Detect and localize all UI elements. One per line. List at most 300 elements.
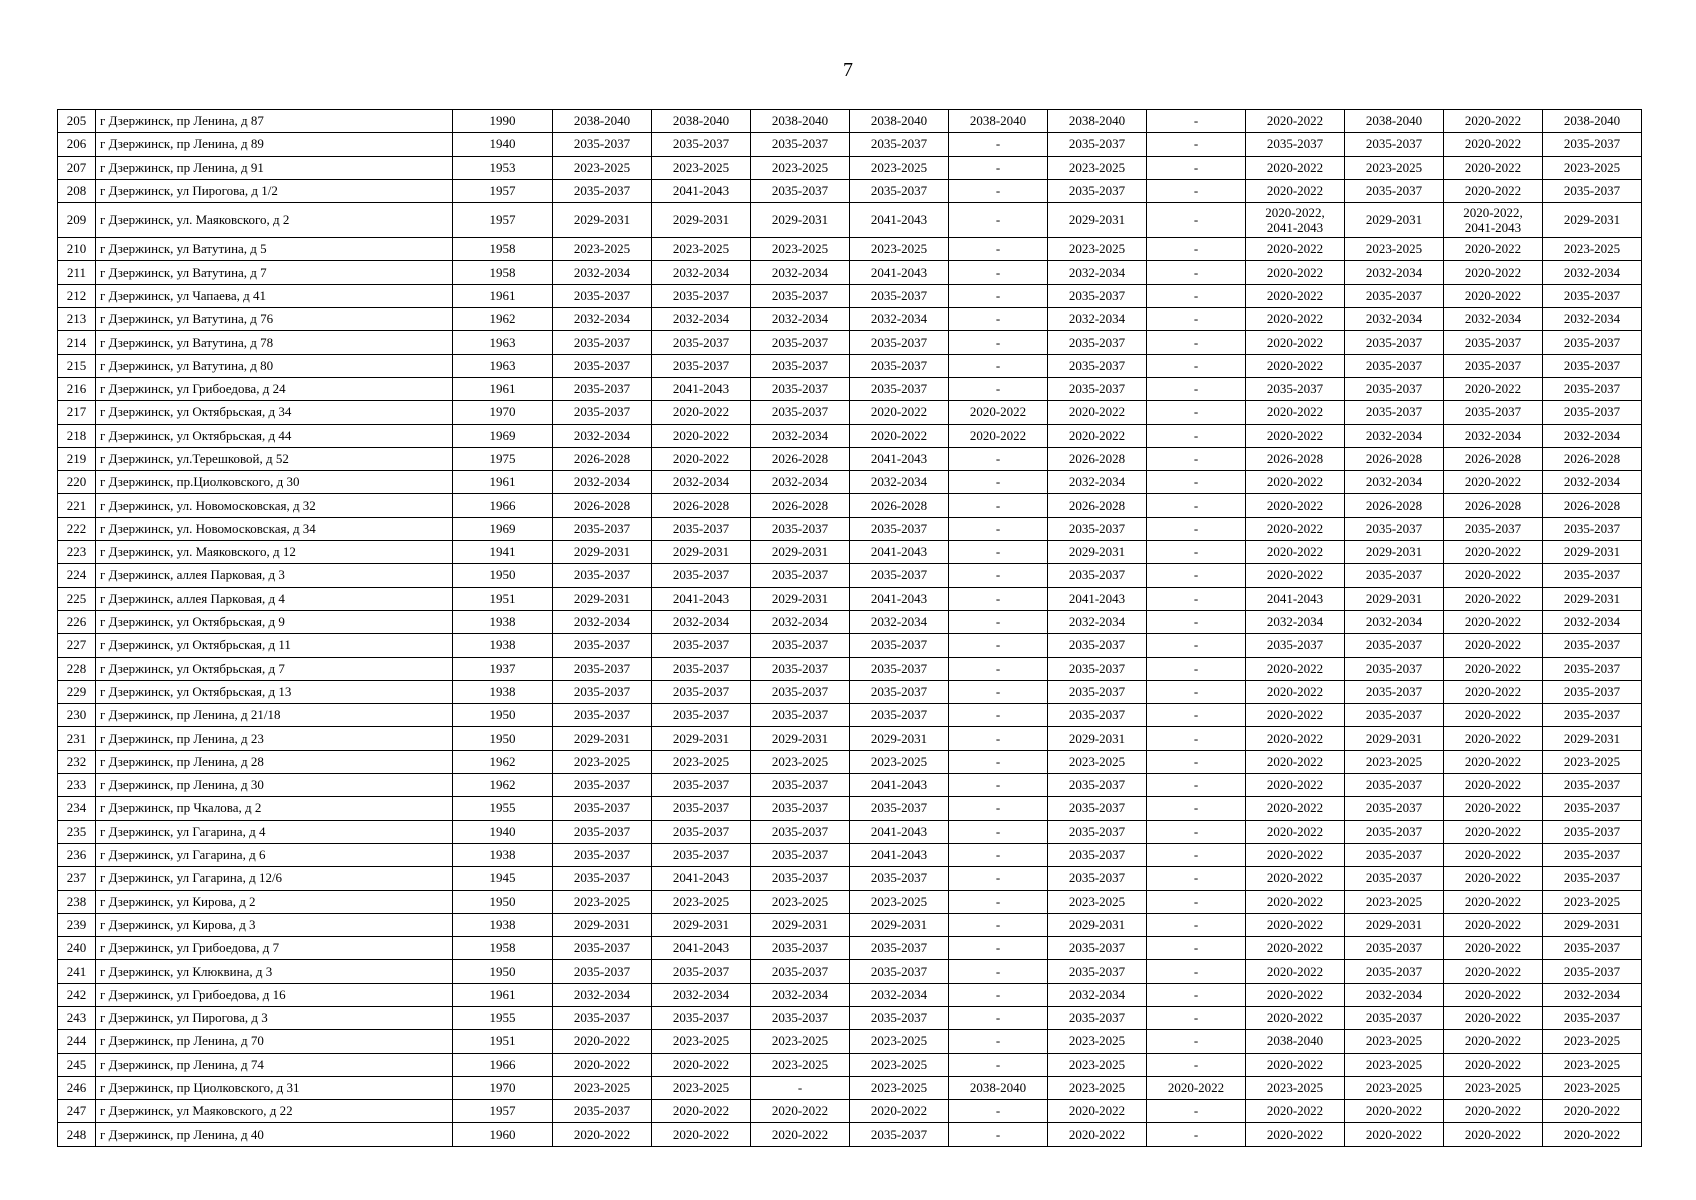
period-cell: - bbox=[1147, 261, 1246, 284]
period-cell: 2020-2022 bbox=[1246, 680, 1345, 703]
period-cell: 2020-2022 bbox=[1444, 587, 1543, 610]
row-number-cell: 213 bbox=[58, 308, 96, 331]
table-row bbox=[58, 634, 1642, 657]
period-cell: 2035-2037 bbox=[553, 284, 652, 307]
period-cell: 2038-2040 bbox=[652, 110, 751, 133]
period-cell: - bbox=[1147, 203, 1246, 238]
period-cell: 2023-2025 bbox=[850, 1053, 949, 1076]
period-cell: - bbox=[1147, 1006, 1246, 1029]
period-cell: 2023-2025 bbox=[751, 890, 850, 913]
period-cell: - bbox=[1147, 843, 1246, 866]
period-cell: 2035-2037 bbox=[553, 680, 652, 703]
period-cell: 2020-2022 bbox=[1444, 843, 1543, 866]
period-cell: 2035-2037 bbox=[1048, 331, 1147, 354]
period-cell: - bbox=[1147, 937, 1246, 960]
period-cell: - bbox=[949, 587, 1048, 610]
period-cell: 2020-2022 bbox=[1246, 727, 1345, 750]
period-cell: - bbox=[949, 750, 1048, 773]
period-cell: 2038-2040 bbox=[949, 1076, 1048, 1099]
table-row bbox=[58, 1100, 1642, 1123]
period-cell: 2041-2043 bbox=[850, 447, 949, 470]
period-cell: 2035-2037 bbox=[553, 179, 652, 202]
period-cell: - bbox=[1147, 587, 1246, 610]
period-cell: 2023-2025 bbox=[652, 156, 751, 179]
year-cell: 1975 bbox=[453, 447, 553, 470]
period-cell: 2035-2037 bbox=[1048, 704, 1147, 727]
address-cell: г Дзержинск, пр Ленина, д 28 bbox=[96, 750, 453, 773]
year-cell: 1990 bbox=[453, 110, 553, 133]
period-cell: 2032-2034 bbox=[553, 983, 652, 1006]
period-cell: 2032-2034 bbox=[1543, 261, 1642, 284]
year-cell: 1958 bbox=[453, 261, 553, 284]
table-row bbox=[58, 110, 1642, 133]
period-cell: 2020-2022 bbox=[1444, 610, 1543, 633]
period-cell: 2020-2022 bbox=[1246, 704, 1345, 727]
period-cell: 2020-2022 bbox=[1543, 1123, 1642, 1146]
period-cell: 2035-2037 bbox=[850, 704, 949, 727]
period-cell: 2035-2037 bbox=[1543, 843, 1642, 866]
address-cell: г Дзержинск, пр Чкалова, д 2 bbox=[96, 797, 453, 820]
period-cell: - bbox=[949, 238, 1048, 261]
address-cell: г Дзержинск, ул Клюквина, д 3 bbox=[96, 960, 453, 983]
period-cell: - bbox=[949, 308, 1048, 331]
period-cell: 2035-2037 bbox=[1246, 377, 1345, 400]
period-cell: 2035-2037 bbox=[652, 774, 751, 797]
period-cell: - bbox=[1147, 179, 1246, 202]
period-cell: 2023-2025 bbox=[1345, 750, 1444, 773]
period-cell: 2029-2031 bbox=[1048, 727, 1147, 750]
address-cell: г Дзержинск, пр Ленина, д 70 bbox=[96, 1030, 453, 1053]
address-cell: г Дзержинск, пр.Циолковского, д 30 bbox=[96, 471, 453, 494]
period-cell: 2032-2034 bbox=[652, 308, 751, 331]
period-cell: 2032-2034 bbox=[1048, 471, 1147, 494]
address-cell: г Дзержинск, ул Гагарина, д 12/6 bbox=[96, 867, 453, 890]
period-cell: 2023-2025 bbox=[1048, 750, 1147, 773]
period-cell: 2029-2031 bbox=[1345, 727, 1444, 750]
period-cell: 2035-2037 bbox=[1345, 564, 1444, 587]
period-cell: 2026-2028 bbox=[1444, 447, 1543, 470]
row-number-cell: 223 bbox=[58, 541, 96, 564]
year-cell: 1938 bbox=[453, 843, 553, 866]
period-cell: 2029-2031 bbox=[1543, 913, 1642, 936]
row-number-cell: 233 bbox=[58, 774, 96, 797]
address-cell: г Дзержинск, ул Грибоедова, д 16 bbox=[96, 983, 453, 1006]
table-row bbox=[58, 704, 1642, 727]
period-cell: 2035-2037 bbox=[652, 797, 751, 820]
period-cell: 2035-2037 bbox=[1048, 1006, 1147, 1029]
period-cell: 2029-2031 bbox=[1543, 727, 1642, 750]
table-row bbox=[58, 541, 1642, 564]
period-cell: 2035-2037 bbox=[850, 937, 949, 960]
period-cell: 2029-2031 bbox=[850, 727, 949, 750]
period-cell: - bbox=[1147, 1030, 1246, 1053]
period-cell: 2023-2025 bbox=[652, 1076, 751, 1099]
table-row bbox=[58, 983, 1642, 1006]
period-cell: 2035-2037 bbox=[652, 820, 751, 843]
period-cell: 2032-2034 bbox=[1246, 610, 1345, 633]
period-cell: 2029-2031 bbox=[652, 727, 751, 750]
period-cell: 2020-2022 bbox=[1246, 960, 1345, 983]
table-row bbox=[58, 843, 1642, 866]
period-cell: 2032-2034 bbox=[652, 471, 751, 494]
period-cell: 2029-2031 bbox=[553, 913, 652, 936]
period-cell: 2020-2022 bbox=[1246, 517, 1345, 540]
period-cell: - bbox=[949, 843, 1048, 866]
row-number-cell: 206 bbox=[58, 133, 96, 156]
period-cell: 2032-2034 bbox=[1543, 308, 1642, 331]
period-cell: 2038-2040 bbox=[1345, 110, 1444, 133]
year-cell: 1955 bbox=[453, 797, 553, 820]
period-cell: 2035-2037 bbox=[850, 960, 949, 983]
period-cell: 2035-2037 bbox=[1543, 797, 1642, 820]
period-cell: 2023-2025 bbox=[1543, 1076, 1642, 1099]
year-cell: 1966 bbox=[453, 494, 553, 517]
period-cell: 2041-2043 bbox=[652, 937, 751, 960]
period-cell: 2032-2034 bbox=[1444, 308, 1543, 331]
period-cell: 2023-2025 bbox=[1345, 1053, 1444, 1076]
year-cell: 1957 bbox=[453, 1100, 553, 1123]
address-cell: г Дзержинск, пр Ленина, д 23 bbox=[96, 727, 453, 750]
period-cell: 2020-2022 bbox=[1246, 156, 1345, 179]
address-cell: г Дзержинск, ул Кирова, д 3 bbox=[96, 913, 453, 936]
table-row bbox=[58, 1053, 1642, 1076]
period-cell: 2020-2022 bbox=[1048, 424, 1147, 447]
period-cell: - bbox=[949, 517, 1048, 540]
table-row bbox=[58, 447, 1642, 470]
table-row bbox=[58, 727, 1642, 750]
period-cell: 2035-2037 bbox=[1543, 354, 1642, 377]
period-cell: 2020-2022 bbox=[1444, 867, 1543, 890]
period-cell: - bbox=[949, 1100, 1048, 1123]
address-cell: г Дзержинск, аллея Парковая, д 4 bbox=[96, 587, 453, 610]
period-cell: 2041-2043 bbox=[850, 843, 949, 866]
period-cell: 2020-2022 bbox=[1345, 1100, 1444, 1123]
period-cell: 2035-2037 bbox=[751, 774, 850, 797]
period-cell: 2020-2022 bbox=[1444, 797, 1543, 820]
period-cell: 2029-2031 bbox=[751, 913, 850, 936]
period-cell: 2023-2025 bbox=[652, 238, 751, 261]
period-cell: 2035-2037 bbox=[652, 960, 751, 983]
period-cell: 2035-2037 bbox=[553, 797, 652, 820]
period-cell: 2035-2037 bbox=[1345, 179, 1444, 202]
period-cell: 2035-2037 bbox=[652, 354, 751, 377]
period-cell: 2041-2043 bbox=[850, 820, 949, 843]
row-number-cell: 239 bbox=[58, 913, 96, 936]
year-cell: 1957 bbox=[453, 179, 553, 202]
period-cell: 2035-2037 bbox=[850, 657, 949, 680]
period-cell: 2035-2037 bbox=[553, 843, 652, 866]
row-number-cell: 244 bbox=[58, 1030, 96, 1053]
period-cell: 2038-2040 bbox=[1543, 110, 1642, 133]
year-cell: 1941 bbox=[453, 541, 553, 564]
period-cell: 2020-2022 bbox=[553, 1123, 652, 1146]
year-cell: 1938 bbox=[453, 680, 553, 703]
period-cell: 2035-2037 bbox=[1345, 634, 1444, 657]
period-cell: 2032-2034 bbox=[751, 983, 850, 1006]
row-number-cell: 208 bbox=[58, 179, 96, 202]
row-number-cell: 214 bbox=[58, 331, 96, 354]
period-cell: - bbox=[1147, 377, 1246, 400]
row-number-cell: 229 bbox=[58, 680, 96, 703]
period-cell: 2023-2025 bbox=[1543, 1030, 1642, 1053]
period-cell: - bbox=[949, 704, 1048, 727]
period-cell: 2020-2022 bbox=[1444, 541, 1543, 564]
period-cell: 2020-2022 bbox=[1048, 401, 1147, 424]
period-cell: 2026-2028 bbox=[850, 494, 949, 517]
period-cell: 2035-2037 bbox=[553, 354, 652, 377]
row-number-cell: 227 bbox=[58, 634, 96, 657]
period-cell: 2035-2037 bbox=[1543, 657, 1642, 680]
period-cell: 2035-2037 bbox=[652, 657, 751, 680]
period-cell: - bbox=[1147, 447, 1246, 470]
period-cell: - bbox=[949, 890, 1048, 913]
period-cell: 2041-2043 bbox=[1048, 587, 1147, 610]
period-cell: 2020-2022 bbox=[553, 1030, 652, 1053]
period-cell: 2035-2037 bbox=[850, 284, 949, 307]
period-cell: 2035-2037 bbox=[1048, 354, 1147, 377]
period-cell: 2035-2037 bbox=[850, 517, 949, 540]
table-row bbox=[58, 1006, 1642, 1029]
table-row bbox=[58, 133, 1642, 156]
row-number-cell: 207 bbox=[58, 156, 96, 179]
period-cell: 2035-2037 bbox=[1345, 820, 1444, 843]
period-cell: 2035-2037 bbox=[553, 331, 652, 354]
period-cell: 2035-2037 bbox=[850, 179, 949, 202]
period-cell: 2020-2022 bbox=[1246, 750, 1345, 773]
period-cell: 2038-2040 bbox=[553, 110, 652, 133]
row-number-cell: 222 bbox=[58, 517, 96, 540]
period-cell: 2020-2022 bbox=[1246, 797, 1345, 820]
period-cell: - bbox=[1147, 890, 1246, 913]
period-cell: 2035-2037 bbox=[652, 284, 751, 307]
period-cell: 2035-2037 bbox=[1345, 331, 1444, 354]
period-cell: 2032-2034 bbox=[1345, 308, 1444, 331]
period-cell: 2032-2034 bbox=[1345, 471, 1444, 494]
period-cell: 2020-2022 bbox=[1444, 820, 1543, 843]
period-cell: 2035-2037 bbox=[1345, 774, 1444, 797]
period-cell: 2026-2028 bbox=[1543, 494, 1642, 517]
row-number-cell: 237 bbox=[58, 867, 96, 890]
period-cell: 2035-2037 bbox=[1345, 401, 1444, 424]
period-cell: 2023-2025 bbox=[1048, 890, 1147, 913]
period-cell: 2029-2031 bbox=[1345, 587, 1444, 610]
address-cell: г Дзержинск, ул Грибоедова, д 24 bbox=[96, 377, 453, 400]
period-cell: 2029-2031 bbox=[652, 541, 751, 564]
period-cell: 2020-2022 bbox=[652, 447, 751, 470]
table-row bbox=[58, 820, 1642, 843]
period-cell: 2035-2037 bbox=[1048, 797, 1147, 820]
period-cell: 2035-2037 bbox=[1444, 331, 1543, 354]
year-cell: 1969 bbox=[453, 517, 553, 540]
year-cell: 1961 bbox=[453, 377, 553, 400]
period-cell: 2035-2037 bbox=[553, 960, 652, 983]
period-cell: - bbox=[1147, 1123, 1246, 1146]
period-cell: - bbox=[1147, 110, 1246, 133]
year-cell: 1961 bbox=[453, 284, 553, 307]
period-cell: 2032-2034 bbox=[751, 471, 850, 494]
row-number-cell: 248 bbox=[58, 1123, 96, 1146]
period-cell: 2035-2037 bbox=[1543, 960, 1642, 983]
table-row bbox=[58, 1123, 1642, 1146]
table-row bbox=[58, 261, 1642, 284]
period-cell: 2020-2022 bbox=[1444, 261, 1543, 284]
table-row bbox=[58, 1030, 1642, 1053]
row-number-cell: 245 bbox=[58, 1053, 96, 1076]
period-cell: 2041-2043 bbox=[850, 203, 949, 238]
address-cell: г Дзержинск, пр Ленина, д 40 bbox=[96, 1123, 453, 1146]
period-cell: 2020-2022 bbox=[1444, 1123, 1543, 1146]
period-cell: 2023-2025 bbox=[751, 750, 850, 773]
period-cell: 2035-2037 bbox=[1543, 937, 1642, 960]
period-cell: 2026-2028 bbox=[652, 494, 751, 517]
period-cell: 2032-2034 bbox=[751, 261, 850, 284]
period-cell: 2020-2022 bbox=[949, 424, 1048, 447]
period-cell: 2035-2037 bbox=[1444, 354, 1543, 377]
table-row bbox=[58, 517, 1642, 540]
period-cell: - bbox=[949, 331, 1048, 354]
period-cell: 2029-2031 bbox=[1345, 913, 1444, 936]
period-cell: 2035-2037 bbox=[751, 179, 850, 202]
address-cell: г Дзержинск, ул Гагарина, д 6 bbox=[96, 843, 453, 866]
period-cell: 2020-2022 bbox=[1048, 1100, 1147, 1123]
period-cell: 2020-2022 bbox=[1246, 261, 1345, 284]
period-cell: 2023-2025 bbox=[1345, 238, 1444, 261]
row-number-cell: 230 bbox=[58, 704, 96, 727]
row-number-cell: 247 bbox=[58, 1100, 96, 1123]
period-cell: 2035-2037 bbox=[1345, 937, 1444, 960]
year-cell: 1937 bbox=[453, 657, 553, 680]
period-cell: 2023-2025 bbox=[751, 238, 850, 261]
period-cell: 2020-2022 bbox=[1444, 156, 1543, 179]
period-cell: 2035-2037 bbox=[1048, 820, 1147, 843]
period-cell: 2023-2025 bbox=[1345, 890, 1444, 913]
period-cell: 2020-2022 bbox=[1444, 1030, 1543, 1053]
period-cell: 2029-2031 bbox=[751, 541, 850, 564]
period-cell: 2023-2025 bbox=[553, 238, 652, 261]
address-cell: г Дзержинск, ул. Новомосковская, д 32 bbox=[96, 494, 453, 517]
year-cell: 1950 bbox=[453, 960, 553, 983]
period-cell: 2020-2022 bbox=[1543, 1100, 1642, 1123]
table-row bbox=[58, 424, 1642, 447]
period-cell: - bbox=[949, 797, 1048, 820]
period-cell: 2029-2031 bbox=[1048, 913, 1147, 936]
period-cell: 2032-2034 bbox=[1345, 983, 1444, 1006]
period-cell: 2020-2022 bbox=[553, 1053, 652, 1076]
year-cell: 1950 bbox=[453, 890, 553, 913]
page-number: 7 bbox=[843, 59, 853, 81]
year-cell: 1945 bbox=[453, 867, 553, 890]
period-cell: 2035-2037 bbox=[1048, 284, 1147, 307]
period-cell: 2035-2037 bbox=[1246, 634, 1345, 657]
period-cell: 2023-2025 bbox=[1345, 1076, 1444, 1099]
period-cell: 2032-2034 bbox=[553, 308, 652, 331]
period-cell: 2041-2043 bbox=[850, 587, 949, 610]
period-cell: 2029-2031 bbox=[751, 203, 850, 238]
address-cell: г Дзержинск, пр Ленина, д 21/18 bbox=[96, 704, 453, 727]
table-row bbox=[58, 680, 1642, 703]
period-cell: 2023-2025 bbox=[751, 1030, 850, 1053]
period-cell: 2032-2034 bbox=[850, 610, 949, 633]
address-cell: г Дзержинск, ул Маяковского, д 22 bbox=[96, 1100, 453, 1123]
period-cell: 2032-2034 bbox=[553, 261, 652, 284]
period-cell: 2035-2037 bbox=[1345, 843, 1444, 866]
period-cell: 2032-2034 bbox=[1345, 610, 1444, 633]
period-cell: 2038-2040 bbox=[850, 110, 949, 133]
period-cell: 2020-2022 bbox=[1246, 238, 1345, 261]
period-cell: - bbox=[949, 820, 1048, 843]
period-cell: 2035-2037 bbox=[553, 564, 652, 587]
period-cell: 2020-2022 bbox=[1444, 913, 1543, 936]
period-cell: 2023-2025 bbox=[751, 156, 850, 179]
year-cell: 1938 bbox=[453, 913, 553, 936]
period-cell: 2035-2037 bbox=[1048, 960, 1147, 983]
period-cell: 2041-2043 bbox=[652, 179, 751, 202]
period-cell: 2035-2037 bbox=[1543, 377, 1642, 400]
year-cell: 1940 bbox=[453, 820, 553, 843]
period-cell: 2026-2028 bbox=[1246, 447, 1345, 470]
period-cell: 2020-2022 bbox=[1444, 284, 1543, 307]
period-cell: 2035-2037 bbox=[1543, 774, 1642, 797]
period-cell: 2020-2022 bbox=[1246, 867, 1345, 890]
period-cell: 2035-2037 bbox=[1345, 657, 1444, 680]
period-cell: - bbox=[949, 913, 1048, 936]
table-row bbox=[58, 867, 1642, 890]
period-cell: 2020-2022 bbox=[1048, 1123, 1147, 1146]
period-cell: 2035-2037 bbox=[1543, 680, 1642, 703]
row-number-cell: 236 bbox=[58, 843, 96, 866]
period-cell: 2032-2034 bbox=[850, 983, 949, 1006]
period-cell: 2035-2037 bbox=[652, 331, 751, 354]
row-number-cell: 212 bbox=[58, 284, 96, 307]
period-cell: 2032-2034 bbox=[553, 610, 652, 633]
period-cell: 2020-2022 bbox=[1246, 331, 1345, 354]
period-cell: 2023-2025 bbox=[1543, 750, 1642, 773]
period-cell: - bbox=[949, 261, 1048, 284]
period-cell: 2020-2022 bbox=[1444, 704, 1543, 727]
period-cell: 2029-2031 bbox=[751, 587, 850, 610]
period-cell: 2023-2025 bbox=[553, 1076, 652, 1099]
year-cell: 1958 bbox=[453, 238, 553, 261]
period-cell: 2023-2025 bbox=[1345, 156, 1444, 179]
period-cell: - bbox=[1147, 657, 1246, 680]
year-cell: 1961 bbox=[453, 471, 553, 494]
period-cell: - bbox=[949, 610, 1048, 633]
period-cell: 2029-2031 bbox=[652, 913, 751, 936]
period-cell: 2029-2031 bbox=[751, 727, 850, 750]
period-cell: 2041-2043 bbox=[652, 587, 751, 610]
period-cell: 2032-2034 bbox=[1543, 983, 1642, 1006]
period-cell: 2035-2037 bbox=[1048, 867, 1147, 890]
period-cell: - bbox=[949, 284, 1048, 307]
housing-repair-schedule-table bbox=[57, 109, 1642, 1147]
table-row bbox=[58, 284, 1642, 307]
row-number-cell: 241 bbox=[58, 960, 96, 983]
period-cell: 2020-2022 bbox=[850, 1100, 949, 1123]
period-cell: 2041-2043 bbox=[1246, 587, 1345, 610]
period-cell: 2041-2043 bbox=[652, 867, 751, 890]
address-cell: г Дзержинск, ул Гагарина, д 4 bbox=[96, 820, 453, 843]
period-cell: 2035-2037 bbox=[652, 634, 751, 657]
table-row bbox=[58, 564, 1642, 587]
period-cell: - bbox=[1147, 517, 1246, 540]
period-cell: 2035-2037 bbox=[751, 564, 850, 587]
period-cell: 2035-2037 bbox=[751, 704, 850, 727]
period-cell: 2020-2022 bbox=[751, 1123, 850, 1146]
period-cell: - bbox=[1147, 820, 1246, 843]
period-cell: 2035-2037 bbox=[1543, 284, 1642, 307]
period-cell: 2035-2037 bbox=[1048, 843, 1147, 866]
table-row bbox=[58, 156, 1642, 179]
